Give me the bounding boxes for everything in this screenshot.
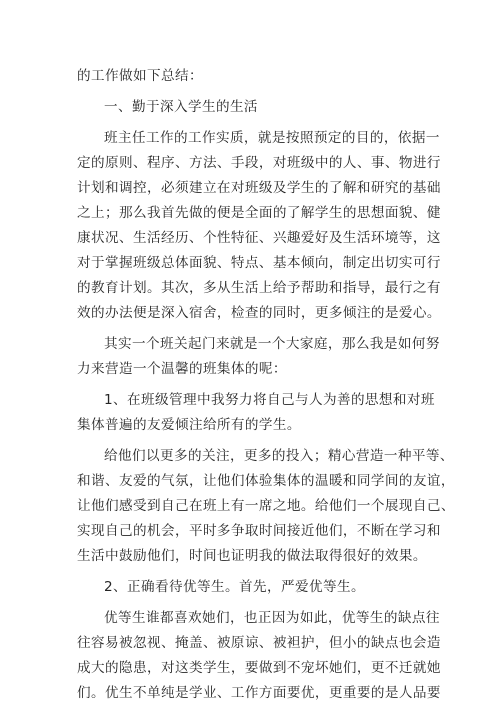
paragraph-line: 和谐、友爱的气氛，让他们体验集体的温暖和同学间的友谊， [77,473,455,489]
text-line-continuation: 的工作做如下总结： [77,68,203,84]
numbered-item-line: 2、正确看待优等生。首先，严爱优等生。 [104,579,365,595]
paragraph-line: 计划和调控，必须建立在对班级及学生的了解和研究的基础 [77,180,441,196]
paragraph-line: 生活中鼓励他们，时间也证明我的做法取得很好的效果。 [77,548,427,564]
paragraph-line: 其实一个班关起门来就是一个大家庭，那么我是如何努 [104,336,440,352]
paragraph-line: 之上；那么我首先做的便是全面的了解学生的思想面貌、健 [77,205,441,221]
paragraph-line: 班主任工作的工作实质，就是按照预定的目的，依据一 [104,130,440,146]
numbered-item-line: 1、在班级管理中我努力将自己与人为善的思想和对班 [104,392,435,408]
paragraph-line: 力来营造一个温馨的班集体的呢： [77,361,287,377]
paragraph-line: 定的原则、程序、方法、手段，对班级中的人、事、物进行 [77,155,441,171]
paragraph-line: 对于掌握班级总体面貌、特点、基本倾向，制定出切实可行 [77,255,441,271]
paragraph-line: 康状况、生活经历、个性特征、兴趣爱好及生活环境等，这 [77,230,441,246]
paragraph-line: 实现自己的机会，平时多争取时间接近他们，不断在学习和 [77,523,441,539]
paragraph-line: 优等生谁都喜欢她们，也正因为如此，优等生的缺点往 [104,610,440,626]
paragraph-line: 们。优生不单纯是学业、工作方面要优，更重要的是人品要 [77,685,441,701]
paragraph-line: 的教育计划。其次，多从生活上给予帮助和指导，最行之有 [77,280,441,296]
paragraph-line: 往容易被忽视、掩盖、被原谅、被袒护，但小的缺点也会造 [77,635,441,651]
paragraph-line: 成大的隐患，对这类学生，要做到不宠坏她们，更不迁就她 [77,660,441,676]
paragraph-line: 效的办法便是深入宿舍，检查的同时，更多倾注的是爱心。 [77,305,441,321]
paragraph-line: 给他们以更多的关注，更多的投入；精心营造一种平等、 [104,448,454,464]
numbered-item-line: 集体普遍的友爱倾注给所有的学生。 [77,417,301,433]
paragraph-line: 让他们感受到自己在班上有一席之地。给他们一个展现自己、 [77,498,455,514]
section-heading: 一、勤于深入学生的生活 [104,99,258,115]
